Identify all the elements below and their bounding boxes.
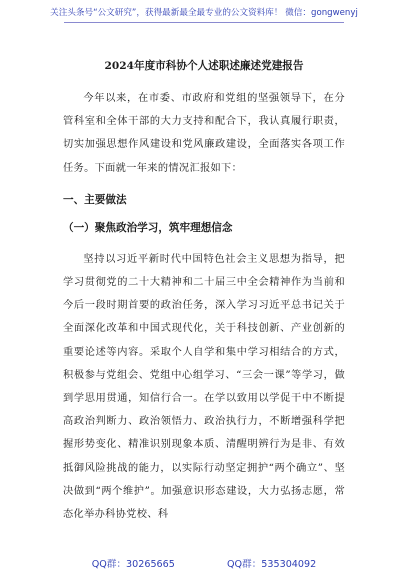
header-divider [64, 22, 344, 23]
document-title: 2024年度市科协个人述职述廉述党建报告 [104, 60, 304, 72]
header-banner: 关注头条号“公文研究”，获得最新最全最专业的公文资料库！ 微信：gongwenyj [50, 8, 358, 18]
intro-paragraph: 今年以来，在市委、市政府和党组的坚强领导下，在分管科室和全体干部的大力支持和配合下，我认真履行职责，切实加强思想作风建设和党风廉政建设，全面落实各项工作任务。下面就一年来的情况汇报如下： [63, 93, 345, 174]
footer-qq-group-2: QQ群：535304092 [227, 559, 317, 570]
footer-qq-group-1: QQ群：30265665 [91, 559, 175, 570]
subsection-heading: （一）聚焦政治学习，筑牢理想信念 [63, 221, 233, 234]
body-paragraph: 坚持以习近平新时代中国特色社会主义思想为指导，把学习贯彻党的二十大精神和二十届三中全会精神作为当前和今后一段时期首要的政治任务，深入学习习近平总书记关于全面深化改革和中国式现代化，关于科技创新、产业创新的重要论述等内容。采取个人自学和集中学习相结合的方式，积极参与党组会、党组中心组学习、“三会一课”等学习，做到学思用贯通，知信行合一。在学以致用以学促干中不断提高政治判断力、政治领悟力、政治执行力，不断增强科学把握形势变化、精准识别现象本质、清醒明辨行为是非、有效抵御风险挑战的能力，以实际行动坚定拥护“两个确立”、坚决做到“两个维护”。加强意识形态建设，大力弘扬志愿，常态化举办科协党校、科 [63, 253, 345, 521]
section-heading: 一、主要做法 [63, 193, 127, 206]
document-content [63, 58, 345, 526]
footer-contact [0, 556, 408, 570]
